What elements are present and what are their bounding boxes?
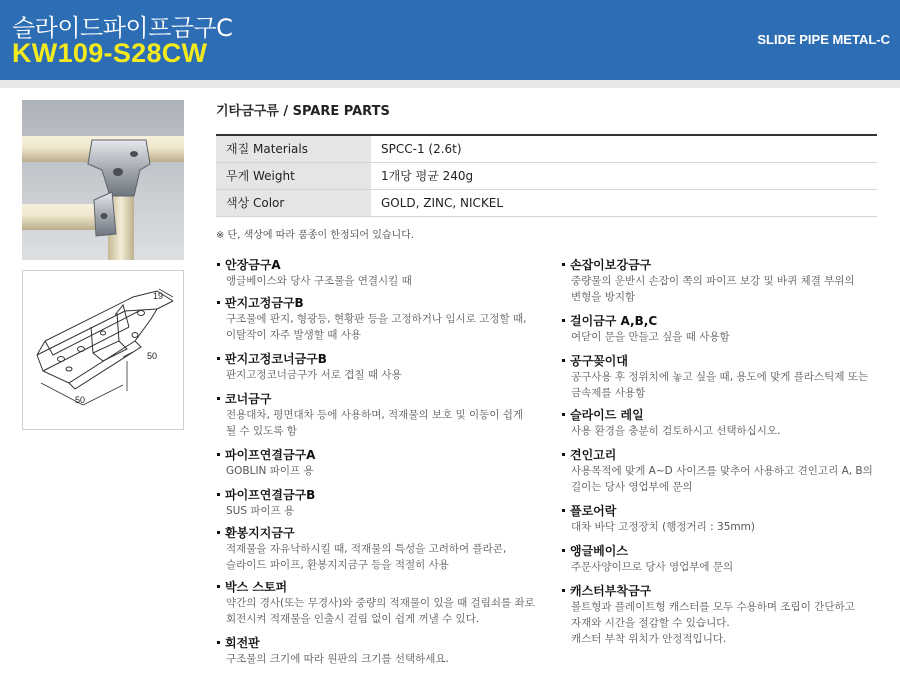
item-desc: 중량물의 운반시 손잡이 쪽의 파이프 보강 및 바퀴 체결 부위의 bbox=[571, 275, 855, 287]
list-item bbox=[561, 584, 891, 650]
item-desc: 이탈작이 자주 발생할 때 사용 bbox=[226, 329, 362, 341]
list-item bbox=[216, 258, 546, 296]
list-item bbox=[216, 352, 546, 392]
list-item bbox=[561, 354, 891, 408]
item-desc: 길이는 당사 영업부에 문의 bbox=[571, 481, 693, 493]
dimension-side: 50 bbox=[147, 351, 158, 361]
item-title: 코너금구 bbox=[225, 392, 272, 406]
product-title-english: SLIDE PIPE METAL-C bbox=[757, 32, 890, 47]
item-title: 판지고정금구B bbox=[225, 296, 304, 310]
bullet-icon bbox=[562, 263, 565, 266]
bullet-icon bbox=[217, 301, 220, 304]
spec-row-color bbox=[216, 189, 877, 216]
spec-row-weight bbox=[216, 162, 877, 189]
bullet-icon bbox=[217, 531, 220, 534]
bullet-icon bbox=[217, 453, 220, 456]
bullet-icon bbox=[562, 413, 565, 416]
item-title: 파이프연결금구B bbox=[225, 488, 316, 502]
list-item bbox=[561, 504, 891, 544]
spec-value: 1개당 평균 240g bbox=[371, 162, 877, 189]
bullet-icon bbox=[217, 585, 220, 588]
item-title: 슬라이드 레일 bbox=[570, 408, 644, 422]
spec-label: 무게 Weight bbox=[216, 162, 371, 189]
bullet-icon bbox=[217, 493, 220, 496]
item-desc: 주문사양이므로 당사 영업부에 문의 bbox=[571, 561, 734, 573]
item-desc: 사용 환경을 충분히 검토하시고 선택하십시오. bbox=[571, 425, 781, 437]
item-desc: 여닫이 문을 만들고 싶을 때 사용함 bbox=[571, 331, 730, 343]
item-desc: 금속제를 사용함 bbox=[571, 387, 646, 399]
list-item bbox=[216, 448, 546, 488]
bullet-icon bbox=[562, 319, 565, 322]
item-title: 공구꽂이대 bbox=[570, 354, 628, 368]
bullet-icon bbox=[562, 589, 565, 592]
dimension-top: 19 bbox=[153, 291, 164, 301]
item-desc: 판지고정코너금구가 서로 겹칠 때 사용 bbox=[226, 369, 402, 381]
item-title: 판지고정코너금구B bbox=[225, 352, 327, 366]
bullet-icon bbox=[562, 549, 565, 552]
item-title: 걸이금구 A,B,C bbox=[570, 314, 658, 328]
color-note: ※ 단, 색상에 따라 품종이 한정되어 있습니다. bbox=[216, 230, 415, 241]
technical-drawing bbox=[22, 270, 184, 430]
bullet-icon bbox=[217, 397, 220, 400]
item-title: 안장금구A bbox=[225, 258, 281, 272]
item-desc: SUS 파이프 용 bbox=[226, 505, 295, 517]
item-desc: 앵글베이스와 당사 구조물을 연결시킬 때 bbox=[226, 275, 412, 287]
dimension-bottom: 50 bbox=[75, 395, 86, 405]
list-item bbox=[216, 392, 546, 448]
item-desc: 자재와 시간을 절감할 수 있습니다. bbox=[571, 617, 730, 629]
bullet-icon bbox=[562, 453, 565, 456]
spec-value: SPCC-1 (2.6t) bbox=[371, 135, 877, 162]
item-title: 캐스터부착금구 bbox=[570, 584, 652, 598]
item-desc: 볼트형과 플레이트형 캐스터를 모두 수용하며 조립이 간단하고 bbox=[571, 601, 855, 613]
item-desc: 공구사용 후 정위치에 놓고 싶을 때, 용도에 맞게 플라스틱제 또는 bbox=[571, 371, 869, 383]
item-desc: 전용대차, 평면대차 등에 사용하며, 적재물의 보호 및 이동이 쉽게 bbox=[226, 409, 524, 421]
spec-label: 색상 Color bbox=[216, 189, 371, 216]
list-item bbox=[561, 314, 891, 354]
bullet-icon bbox=[217, 641, 220, 644]
spec-value: GOLD, ZINC, NICKEL bbox=[371, 189, 877, 216]
list-item bbox=[216, 488, 546, 526]
product-photo bbox=[22, 100, 184, 260]
item-desc: 적재물을 자유낙하시킬 때, 적재물의 특성을 고려하여 플라콘, bbox=[226, 543, 507, 555]
item-title: 환봉지지금구 bbox=[225, 526, 295, 540]
spec-table bbox=[216, 134, 877, 217]
parts-list-right bbox=[561, 258, 891, 650]
list-item bbox=[561, 258, 891, 314]
item-desc: 약간의 경사(또는 무경사)와 중량의 적재물이 있을 때 걸림쇠를 좌로 bbox=[226, 597, 535, 609]
list-item bbox=[216, 636, 546, 674]
list-item bbox=[561, 544, 891, 584]
item-desc: 될 수 있도록 함 bbox=[226, 425, 297, 437]
page-header bbox=[0, 0, 900, 80]
spec-row-material bbox=[216, 135, 877, 162]
bullet-icon bbox=[562, 509, 565, 512]
list-item bbox=[216, 296, 546, 352]
item-title: 앵글베이스 bbox=[570, 544, 628, 558]
list-item bbox=[561, 408, 891, 448]
item-title: 박스 스토퍼 bbox=[225, 580, 288, 594]
item-title: 회전판 bbox=[225, 636, 260, 650]
item-desc: 회전시켜 적재물을 인출시 걸림 없이 쉽게 꺼낼 수 있다. bbox=[226, 613, 480, 625]
product-code: KW109-S28CW bbox=[12, 38, 208, 68]
list-item bbox=[216, 526, 546, 580]
spec-label: 재질 Materials bbox=[216, 135, 371, 162]
bullet-icon bbox=[217, 263, 220, 266]
spare-parts-heading: 기타금구류 / SPARE PARTS bbox=[216, 104, 390, 119]
item-title: 파이프연결금구A bbox=[225, 448, 316, 462]
item-desc: 대차 바닥 고정장치 (행정거리 : 35mm) bbox=[571, 521, 755, 533]
parts-list-left bbox=[216, 258, 546, 674]
item-desc: 사용목적에 맞게 A~D 사이즈를 맞추어 사용하고 견인고리 A, B의 bbox=[571, 465, 873, 477]
item-title: 손잡이보강금구 bbox=[570, 258, 652, 272]
list-item bbox=[561, 448, 891, 504]
list-item bbox=[216, 580, 546, 636]
product-title-korean: 슬라이드파이프금구C bbox=[12, 14, 233, 42]
item-title: 견인고리 bbox=[570, 448, 617, 462]
header-divider bbox=[0, 80, 900, 88]
item-desc: 캐스터 부착 위치가 안정적입니다. bbox=[571, 633, 727, 645]
item-desc: GOBLIN 파이프 용 bbox=[226, 465, 314, 477]
item-title: 플로어락 bbox=[570, 504, 617, 518]
bullet-icon bbox=[562, 359, 565, 362]
item-desc: 구조물의 크기에 따라 원판의 크기를 선택하세요. bbox=[226, 653, 449, 665]
item-desc: 구조물에 판지, 형광등, 현황판 등을 고정하거나 임시로 고정할 때, bbox=[226, 313, 527, 325]
item-desc: 변형을 방지함 bbox=[571, 291, 636, 303]
item-desc: 슬라이드 파이프, 환봉지지금구 등을 적절히 사용 bbox=[226, 559, 449, 571]
bullet-icon bbox=[217, 357, 220, 360]
